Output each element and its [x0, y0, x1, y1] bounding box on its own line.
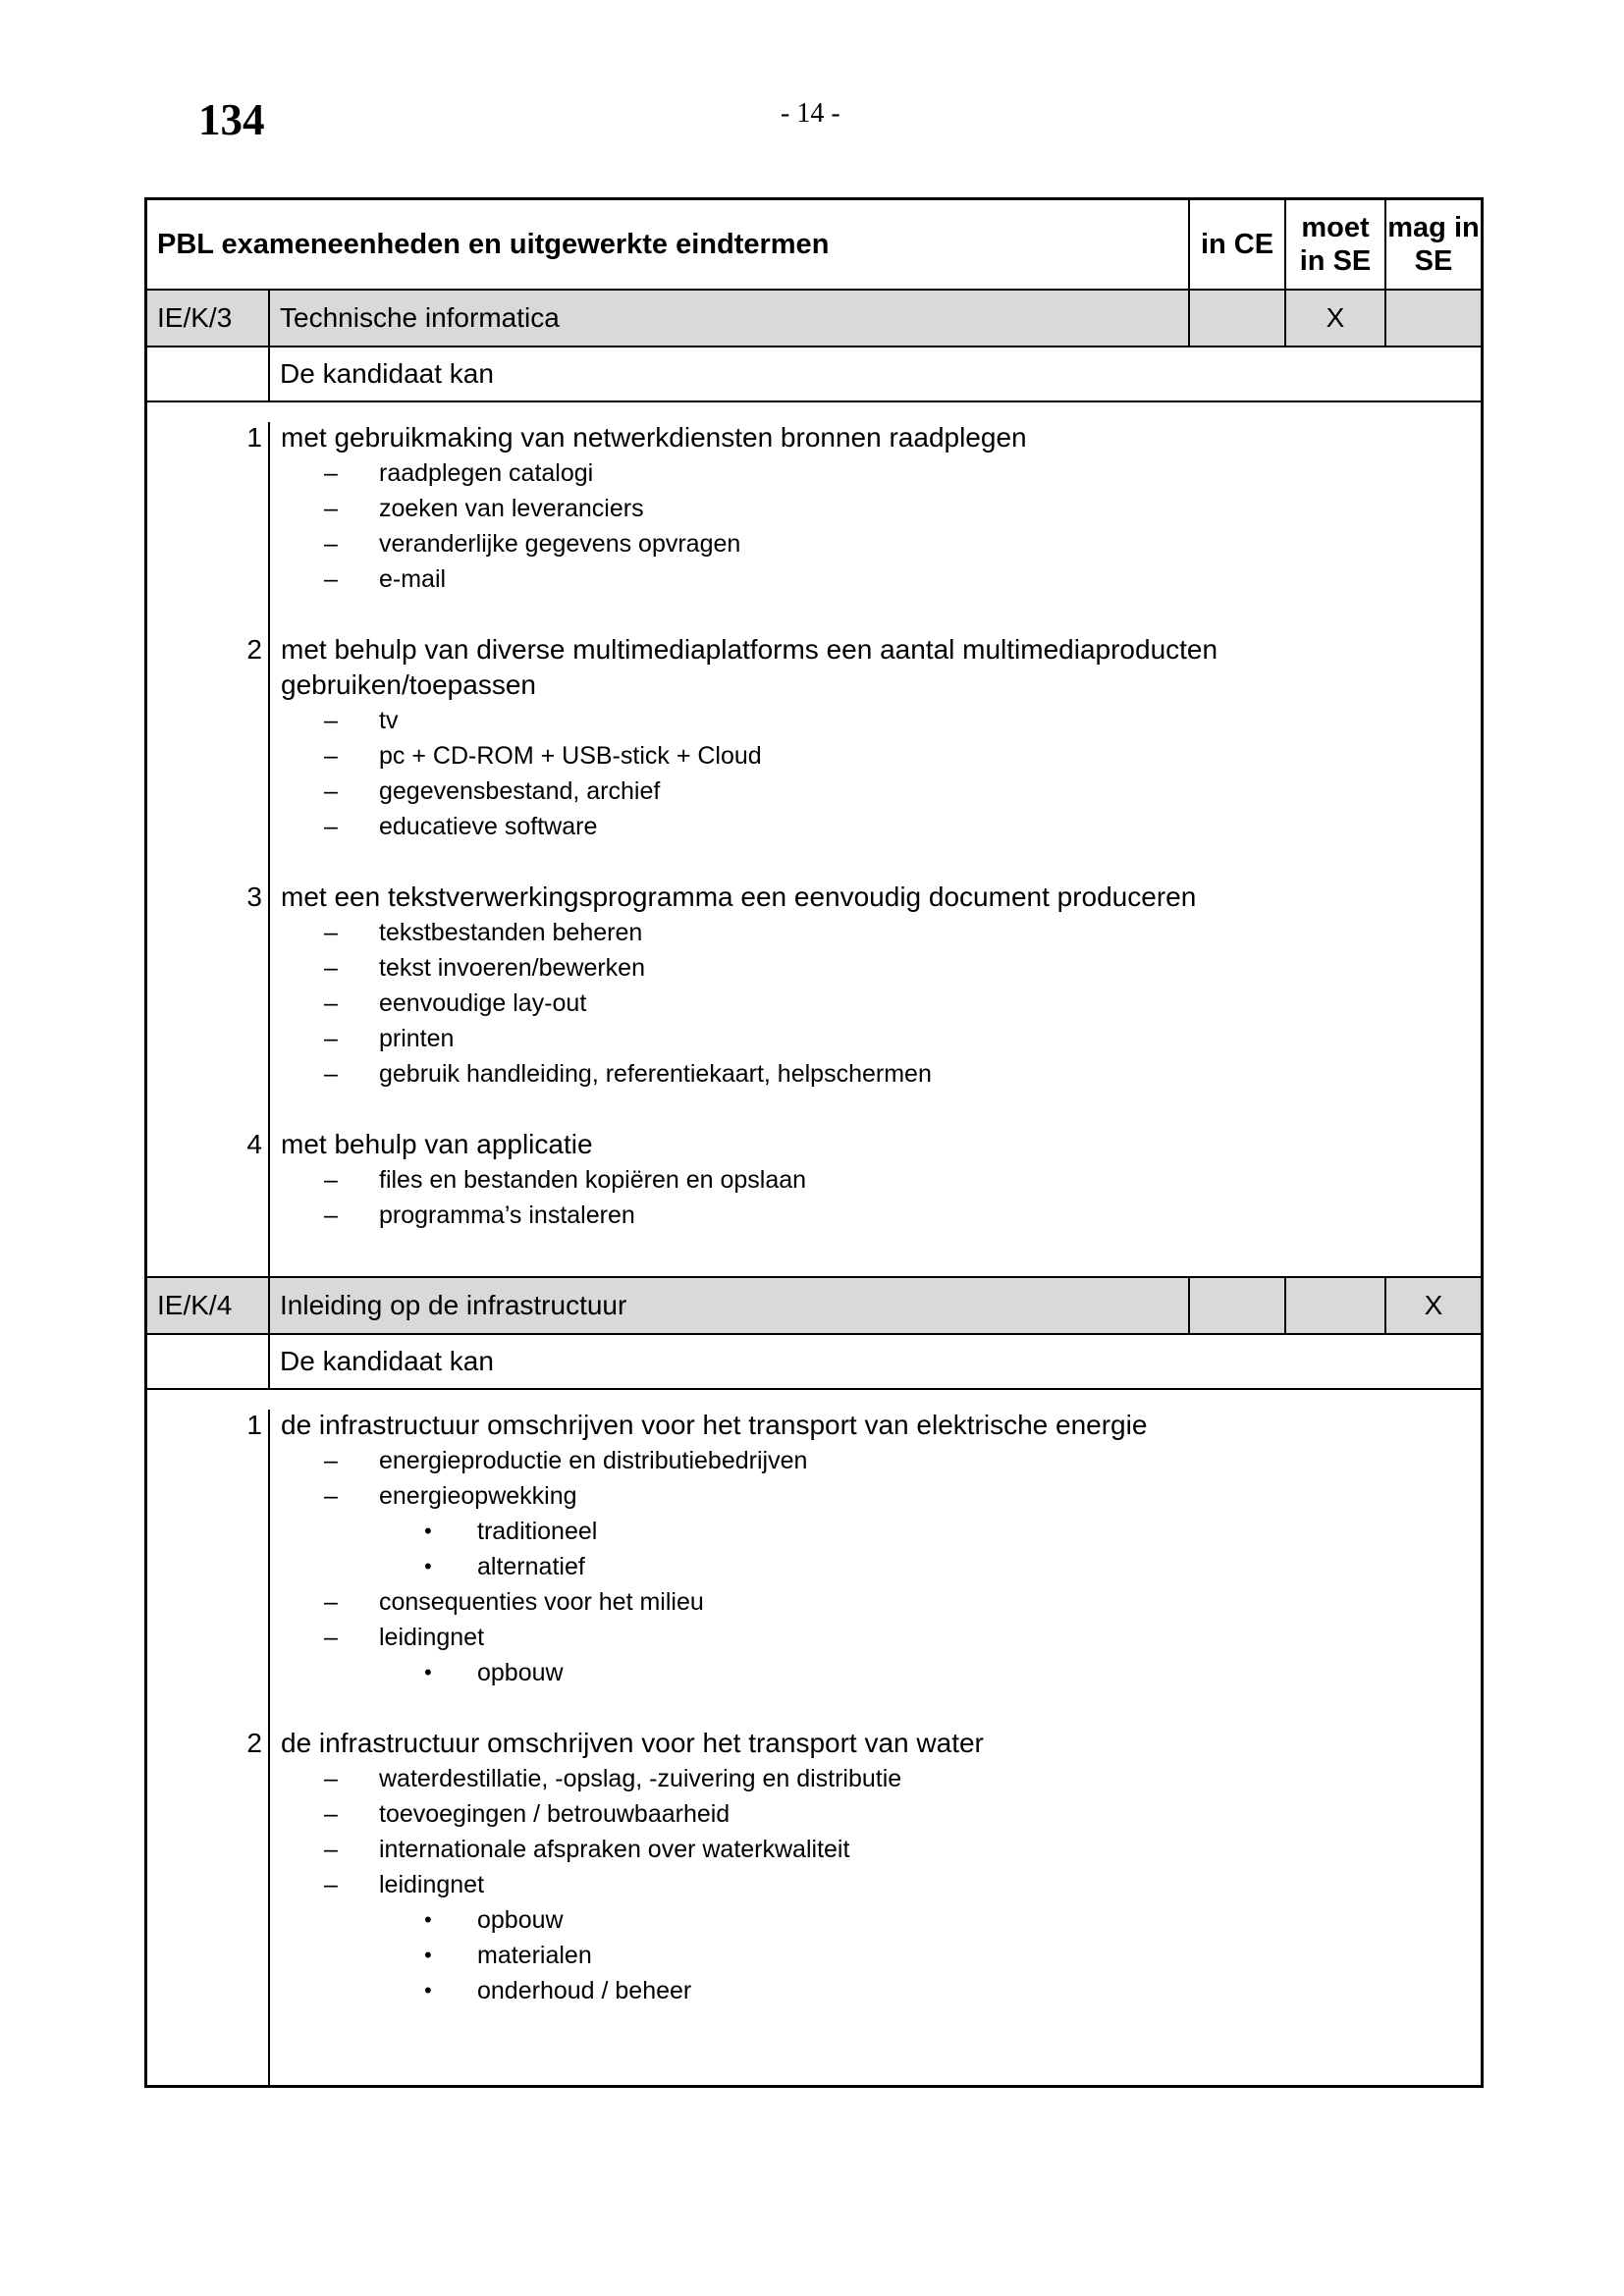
eindterm-item [147, 880, 1481, 1092]
sub-item-text: gebruik handleiding, referentiekaart, helpschermen [379, 1060, 932, 1088]
dash-icon: – [324, 1836, 338, 1863]
sub-item-text: files en bestanden kopiëren en opslaan [379, 1166, 807, 1194]
sub-item [324, 1198, 1481, 1233]
sub-item-text: tv [379, 707, 399, 734]
dash-icon: – [324, 919, 338, 946]
intro-text: De kandidaat kan [280, 358, 494, 389]
sub-item [324, 809, 1481, 844]
intro-row [147, 1335, 1481, 1390]
sub-item [324, 1162, 1481, 1198]
eindtermen-table [144, 197, 1484, 2088]
sub-item [324, 738, 1481, 774]
dash-icon: – [324, 1060, 338, 1088]
intro-code-cell [147, 1335, 270, 1388]
bullet-icon: • [424, 1943, 432, 1967]
items-list [147, 420, 1481, 1268]
sub-item [324, 986, 1481, 1021]
sub-item [324, 915, 1481, 950]
sub-item [324, 1867, 1481, 1902]
item-number: 1 [246, 1410, 262, 1440]
intro-text: De kandidaat kan [280, 1346, 494, 1376]
sub-item [324, 1478, 1481, 1514]
content-row [147, 1390, 1481, 2085]
item-text: met een tekstverwerkingsprogramma een eenvoudig document produceren [281, 881, 1197, 912]
dash-icon: – [324, 989, 338, 1017]
sub-item [324, 774, 1481, 809]
eindterm-item [147, 420, 1481, 597]
section-in-ce [1190, 1278, 1286, 1333]
bullet-item-text: opbouw [477, 1659, 564, 1686]
sub-item-text: programma’s instaleren [379, 1201, 635, 1229]
sub-item-text: e-mail [379, 565, 447, 593]
sub-item [324, 1620, 1481, 1655]
eindterm-item [147, 632, 1481, 844]
content-row [147, 402, 1481, 1278]
bullet-item [424, 1938, 1481, 1973]
sub-item-text: leidingnet [379, 1871, 485, 1898]
bullet-item-text: onderhoud / beheer [477, 1977, 692, 2004]
item-text: met behulp van diverse multimediaplatforms een aantal multimediaproducten gebruiken/toepassen [281, 634, 1218, 700]
dash-icon: – [324, 565, 338, 593]
sub-item [324, 455, 1481, 491]
section-moet-in-se [1286, 1278, 1386, 1333]
item-text: de infrastructuur omschrijven voor het transport van elektrische energie [281, 1410, 1148, 1440]
page-number-center: - 14 - [781, 98, 840, 129]
dash-icon: – [324, 1201, 338, 1229]
bullet-icon: • [424, 1519, 432, 1543]
eindterm-item [147, 1408, 1481, 1690]
section-name: Inleiding op de infrastructuur [270, 1278, 1190, 1333]
section-moet-in-se: X [1286, 291, 1386, 346]
dash-icon: – [324, 459, 338, 487]
sub-item [324, 1056, 1481, 1092]
bullet-icon: • [424, 1978, 432, 2002]
dash-icon: – [324, 1166, 338, 1194]
intro-code-cell [147, 347, 270, 400]
dash-icon: – [324, 777, 338, 805]
item-number: 2 [246, 1728, 262, 1758]
item-number: 2 [246, 634, 262, 665]
bullet-item-text: alternatief [477, 1553, 585, 1580]
dash-icon: – [324, 1871, 338, 1898]
dash-icon: – [324, 1588, 338, 1616]
dash-icon: – [324, 1025, 338, 1052]
bullet-item-text: materialen [477, 1942, 592, 1969]
sub-item-text: tekstbestanden beheren [379, 919, 643, 946]
sub-item [324, 526, 1481, 561]
sub-item-text: tekst invoeren/bewerken [379, 954, 645, 982]
item-text: met behulp van applicatie [281, 1129, 593, 1159]
items-list [147, 1408, 1481, 2044]
dash-icon: – [324, 707, 338, 734]
sub-item [324, 1832, 1481, 1867]
eindterm-item [147, 1726, 1481, 2008]
sub-item-text: zoeken van leveranciers [379, 495, 644, 522]
sub-item-text: toevoegingen / betrouwbaarheid [379, 1800, 731, 1828]
sub-item-text: educatieve software [379, 813, 598, 840]
sub-item [324, 1021, 1481, 1056]
bullet-icon: • [424, 1660, 432, 1684]
eindterm-item [147, 1127, 1481, 1233]
bullet-item [424, 1549, 1481, 1584]
bullet-icon: • [424, 1554, 432, 1578]
bullet-item-text: traditioneel [477, 1518, 598, 1545]
sub-item [324, 491, 1481, 526]
dash-icon: – [324, 1765, 338, 1792]
intro-row [147, 347, 1481, 402]
sub-item [324, 1584, 1481, 1620]
section-row [147, 1278, 1481, 1335]
sub-item-text: consequenties voor het milieu [379, 1588, 704, 1616]
dash-icon: – [324, 813, 338, 840]
section-code: IE/K/4 [147, 1278, 270, 1333]
section-mag-in-se [1386, 291, 1481, 346]
header-mag-in-se: mag in SE [1387, 212, 1480, 277]
section-row [147, 291, 1481, 347]
dash-icon: – [324, 1482, 338, 1510]
header-title: PBL exameneenheden en uitgewerkte eindtermen [147, 200, 1190, 289]
page-number-left: 134 [198, 95, 265, 144]
item-text: de infrastructuur omschrijven voor het transport van water [281, 1728, 984, 1758]
sub-item-text: leidingnet [379, 1624, 485, 1651]
sub-item [324, 561, 1481, 597]
dash-icon: – [324, 1447, 338, 1474]
sub-item [324, 703, 1481, 738]
bullet-item [424, 1973, 1481, 2008]
item-number: 4 [246, 1129, 262, 1159]
sub-item-text: energieproductie en distributiebedrijven [379, 1447, 808, 1474]
item-text: met gebruikmaking van netwerkdiensten bronnen raadplegen [281, 422, 1027, 453]
sub-item-text: raadplegen catalogi [379, 459, 594, 487]
header-moet-in-se: moet in SE [1286, 200, 1386, 289]
section-in-ce [1190, 291, 1286, 346]
dash-icon: – [324, 1624, 338, 1651]
bullet-item-text: opbouw [477, 1906, 564, 1934]
dash-icon: – [324, 495, 338, 522]
dash-icon: – [324, 1800, 338, 1828]
sub-item-text: waterdestillatie, -opslag, -zuivering en distributie [379, 1765, 902, 1792]
header-in-ce: in CE [1190, 200, 1286, 289]
dash-icon: – [324, 954, 338, 982]
sub-item-text: internationale afspraken over waterkwaliteit [379, 1836, 850, 1863]
sub-item-text: energieopwekking [379, 1482, 577, 1510]
sub-item-text: eenvoudige lay-out [379, 989, 587, 1017]
bullet-item [424, 1655, 1481, 1690]
sub-item [324, 950, 1481, 986]
bullet-icon: • [424, 1907, 432, 1932]
dash-icon: – [324, 530, 338, 558]
sub-item-text: veranderlijke gegevens opvragen [379, 530, 741, 558]
sub-item-text: pc + CD-ROM + USB-stick + Cloud [379, 742, 762, 770]
sub-item [324, 1443, 1481, 1478]
section-mag-in-se: X [1424, 1290, 1443, 1320]
table-header-row [147, 200, 1481, 291]
bullet-item [424, 1902, 1481, 1938]
dash-icon: – [324, 742, 338, 770]
item-number: 3 [246, 881, 262, 912]
item-number: 1 [246, 422, 262, 453]
sub-item-text: gegevensbestand, archief [379, 777, 661, 805]
sub-item [324, 1761, 1481, 1796]
section-name: Technische informatica [270, 291, 1190, 346]
bullet-item [424, 1514, 1481, 1549]
sub-item [324, 1796, 1481, 1832]
sub-item-text: printen [379, 1025, 455, 1052]
section-code: IE/K/3 [147, 291, 270, 346]
